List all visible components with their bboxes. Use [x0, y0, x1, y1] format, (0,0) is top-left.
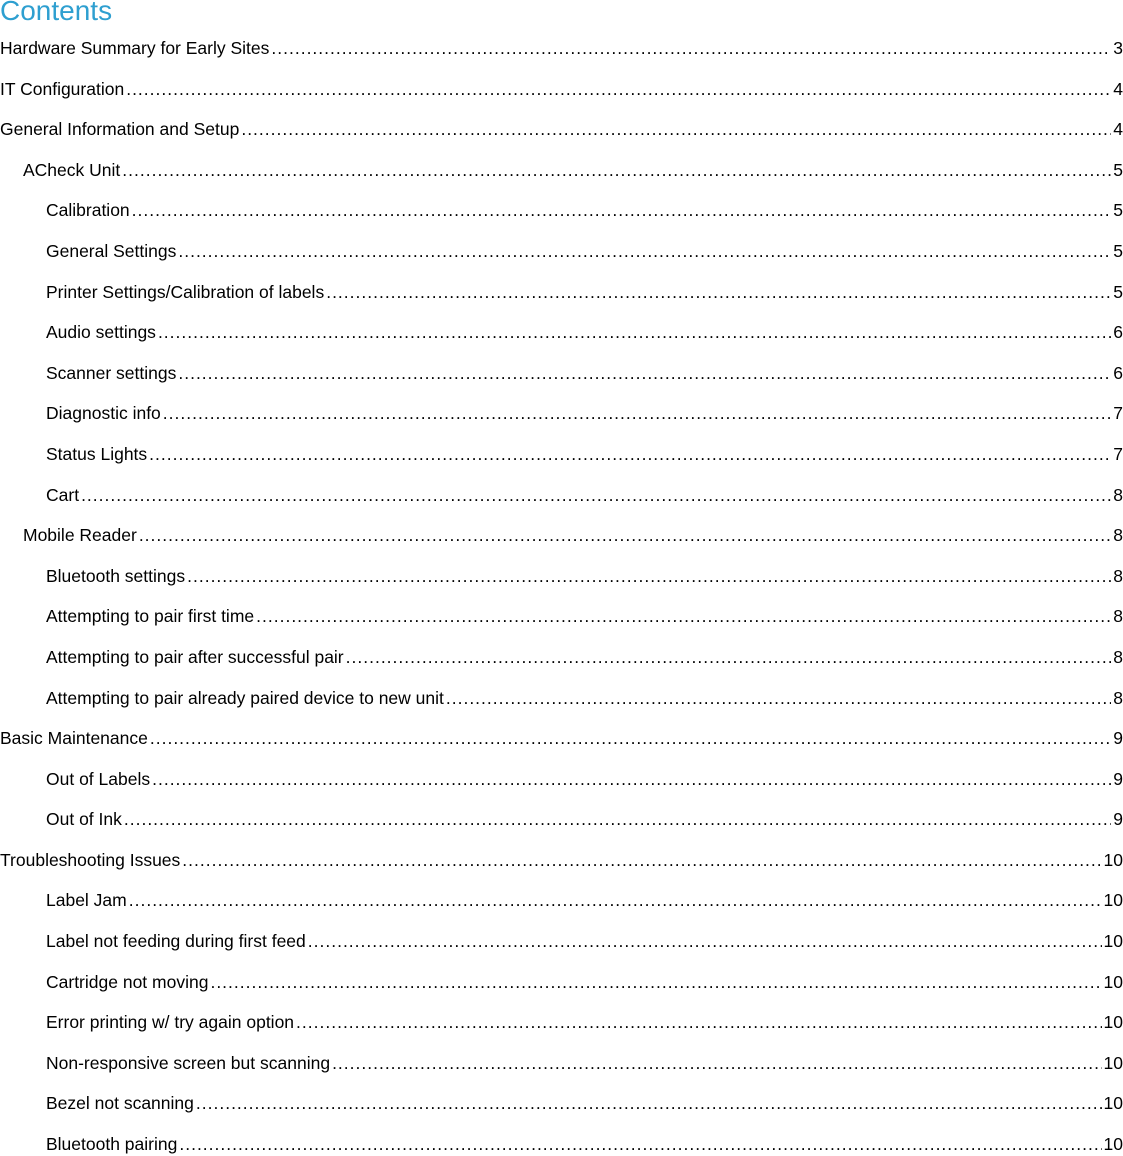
toc-entry-title[interactable]: General Information and Setup: [0, 119, 240, 140]
toc-page-number[interactable]: 6: [1113, 362, 1123, 383]
toc-entry[interactable]: [0, 437, 1123, 478]
toc-entry-title[interactable]: Status Lights: [46, 443, 148, 464]
toc-entry[interactable]: [0, 1005, 1123, 1046]
toc-entry[interactable]: [0, 193, 1123, 234]
toc-entry[interactable]: [0, 31, 1123, 72]
toc-entry-title[interactable]: Label Jam: [46, 890, 127, 911]
toc-dot-leader: [296, 1005, 1101, 1039]
toc-dot-leader: [308, 924, 1102, 958]
toc-page-number[interactable]: 5: [1113, 200, 1123, 221]
toc-entry-title[interactable]: Cart: [46, 484, 80, 505]
toc-entry-title[interactable]: Cartridge not moving: [46, 971, 209, 992]
toc-entry[interactable]: [0, 640, 1123, 681]
toc-page-number[interactable]: 10: [1103, 971, 1123, 992]
toc-entry-title[interactable]: Troubleshooting Issues: [0, 849, 181, 870]
toc-page-number[interactable]: 8: [1113, 484, 1123, 505]
toc-dot-leader: [81, 478, 1111, 512]
toc-dot-leader: [149, 437, 1111, 471]
toc-entry[interactable]: [0, 924, 1123, 965]
toc-entry-title[interactable]: Diagnostic info: [46, 403, 161, 424]
toc-entry[interactable]: [0, 234, 1123, 275]
toc-dot-leader: [163, 396, 1111, 430]
toc-page-number[interactable]: 5: [1113, 281, 1123, 302]
toc-dot-leader: [332, 1046, 1101, 1080]
toc-entry-title[interactable]: Error printing w/ try again option: [46, 1012, 295, 1033]
toc-entry-title[interactable]: Attempting to pair already paired device to new unit: [46, 687, 444, 708]
toc-entry-title[interactable]: Label not feeding during first feed: [46, 931, 306, 952]
toc-page-number[interactable]: 8: [1113, 565, 1123, 586]
toc-entry[interactable]: [0, 762, 1123, 803]
toc-entry-title[interactable]: Mobile Reader: [23, 525, 137, 546]
toc-entry-title[interactable]: Calibration: [46, 200, 130, 221]
toc-entry[interactable]: [0, 681, 1123, 722]
toc-entry[interactable]: [0, 478, 1123, 519]
toc-entry[interactable]: [0, 1046, 1123, 1087]
toc-entry[interactable]: [0, 315, 1123, 356]
toc-page-number[interactable]: 8: [1113, 525, 1123, 546]
toc-page-number[interactable]: 5: [1113, 159, 1123, 180]
toc-page-number[interactable]: 8: [1113, 646, 1123, 667]
toc-page-number[interactable]: 4: [1113, 78, 1123, 99]
toc-entry-title[interactable]: General Settings: [46, 240, 177, 261]
toc-entry[interactable]: [0, 72, 1123, 113]
toc-page-number[interactable]: 6: [1113, 322, 1123, 343]
toc-dot-leader: [446, 681, 1111, 715]
toc-page-number[interactable]: 10: [1103, 1134, 1123, 1155]
toc-dot-leader: [150, 721, 1111, 755]
toc-entry-title[interactable]: IT Configuration: [0, 78, 125, 99]
toc-entry[interactable]: [0, 153, 1123, 194]
toc-entry[interactable]: [0, 1086, 1123, 1127]
toc-dot-leader: [178, 234, 1111, 268]
toc-entry-title[interactable]: Bluetooth settings: [46, 565, 186, 586]
toc-entry[interactable]: [0, 599, 1123, 640]
toc-page-number[interactable]: 5: [1113, 240, 1123, 261]
toc-entry-title[interactable]: Non-responsive screen but scanning: [46, 1052, 331, 1073]
toc-dot-leader: [152, 762, 1111, 796]
toc-entry[interactable]: [0, 356, 1123, 397]
toc-dot-leader: [124, 802, 1111, 836]
toc-entry[interactable]: [0, 721, 1123, 762]
toc-entry-title[interactable]: Printer Settings/Calibration of labels: [46, 281, 325, 302]
toc-entry[interactable]: [0, 965, 1123, 1006]
toc-entry[interactable]: [0, 843, 1123, 884]
toc-dot-leader: [326, 275, 1111, 309]
toc-entry[interactable]: [0, 396, 1123, 437]
toc-entry-title[interactable]: Out of Labels: [46, 768, 151, 789]
toc-page-number[interactable]: 10: [1103, 931, 1123, 952]
toc-dot-leader: [126, 72, 1111, 106]
toc-dot-leader: [241, 112, 1111, 146]
toc-entry-title[interactable]: Audio settings: [46, 322, 156, 343]
toc-entry-title[interactable]: ACheck Unit: [23, 159, 121, 180]
toc-page-number[interactable]: 9: [1113, 768, 1123, 789]
toc-page-number[interactable]: 4: [1113, 119, 1123, 140]
toc-page-number[interactable]: 9: [1113, 728, 1123, 749]
toc-page-number[interactable]: 7: [1113, 443, 1123, 464]
toc-dot-leader: [187, 559, 1111, 593]
toc-dot-leader: [210, 965, 1101, 999]
toc-entry-title[interactable]: Scanner settings: [46, 362, 177, 383]
toc-entry[interactable]: [0, 275, 1123, 316]
toc-title: Contents: [0, 0, 113, 26]
toc-page-number[interactable]: 9: [1113, 809, 1123, 830]
toc-page-number[interactable]: 10: [1103, 849, 1123, 870]
toc-entry-title[interactable]: Bezel not scanning: [46, 1093, 194, 1114]
toc-dot-leader: [132, 193, 1112, 227]
toc-dot-leader: [256, 599, 1111, 633]
toc-page-number[interactable]: 7: [1113, 403, 1123, 424]
toc-page-number[interactable]: 8: [1113, 606, 1123, 627]
toc-page-number[interactable]: 10: [1103, 1093, 1123, 1114]
toc-entry-title[interactable]: Bluetooth pairing: [46, 1134, 178, 1155]
toc-entry[interactable]: [0, 1127, 1123, 1156]
toc-page-number[interactable]: 3: [1113, 38, 1123, 58]
toc-entry-title[interactable]: Hardware Summary for Early Sites: [0, 38, 270, 58]
table-of-contents: [0, 31, 1123, 1156]
toc-entry-title[interactable]: Basic Maintenance: [0, 728, 148, 749]
toc-dot-leader: [158, 315, 1111, 349]
toc-page-number[interactable]: 8: [1113, 687, 1123, 708]
toc-dot-leader: [129, 883, 1102, 917]
toc-entry[interactable]: [0, 559, 1123, 600]
toc-dot-leader: [139, 518, 1111, 552]
toc-page-number[interactable]: 10: [1103, 890, 1123, 911]
toc-dot-leader: [179, 1127, 1101, 1156]
toc-dot-leader: [182, 843, 1101, 877]
toc-entry[interactable]: [0, 802, 1123, 843]
toc-entry[interactable]: [0, 883, 1123, 924]
toc-entry-title[interactable]: Attempting to pair after successful pair: [46, 646, 344, 667]
toc-dot-leader: [122, 153, 1111, 187]
toc-page-number[interactable]: 10: [1103, 1012, 1123, 1033]
toc-dot-leader: [196, 1086, 1102, 1120]
toc-entry-title[interactable]: Out of Ink: [46, 809, 122, 830]
toc-entry[interactable]: [0, 518, 1123, 559]
toc-entry-title[interactable]: Attempting to pair first time: [46, 606, 255, 627]
toc-dot-leader: [346, 640, 1112, 674]
toc-dot-leader: [271, 31, 1111, 65]
toc-page-number[interactable]: 10: [1103, 1052, 1123, 1073]
toc-dot-leader: [178, 356, 1111, 390]
toc-entry[interactable]: [0, 112, 1123, 153]
